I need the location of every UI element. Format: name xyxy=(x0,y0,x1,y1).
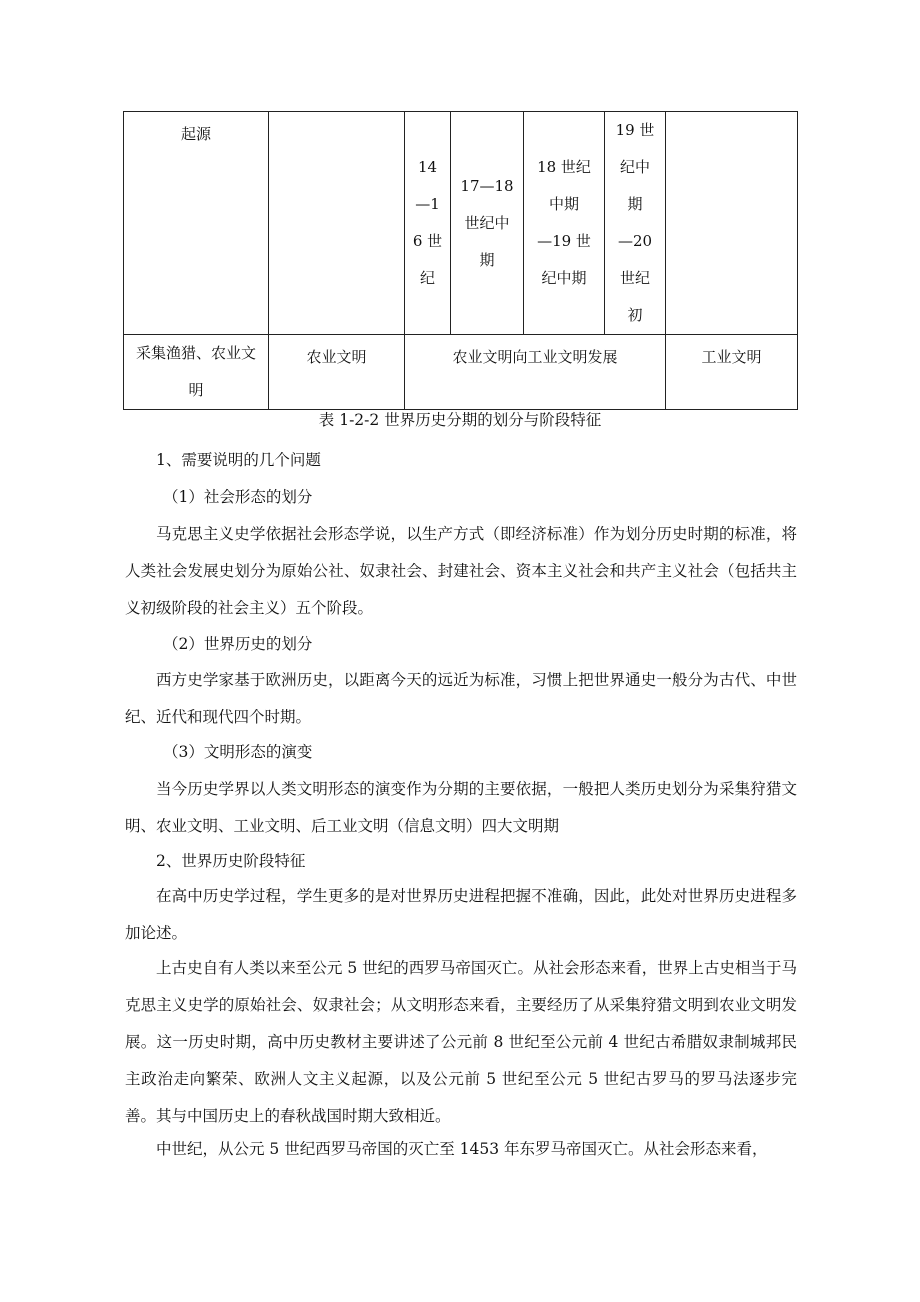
cell-empty-2 xyxy=(666,112,798,335)
paragraph: 马克思主义史学依据社会形态学说，以生产方式（即经济标准）作为划分历史时期的标准，将人类社会发展史划分为原始公社、奴隶社会、封建社会、资本主义社会和共产主义社会（包括共主义初级阶段的社会主义）五个阶段。 xyxy=(125,525,797,617)
paragraph: 中世纪，从公元 5 世纪西罗马帝国的灭亡至 1453 年东罗马帝国灭亡。从社会形态来看， xyxy=(156,1140,768,1158)
section-heading: 2、世界历史阶段特征 xyxy=(156,852,306,870)
section-heading: 1、需要说明的几个问题 xyxy=(156,451,321,469)
cell-transition: 农业文明向工业文明发展 xyxy=(405,335,666,410)
cell-18-19c: 18 世纪 中期 —19 世 纪中期 xyxy=(524,112,605,335)
paragraph: 上古史自有人类以来至公元 5 世纪的西罗马帝国灭亡。从社会形态来看，世界上古史相当于马克思主义史学的原始社会、奴隶社会；从文明形态来看，主要经历了从采集狩猎文明到农业文明发展。这一历史时期，高中历史教材主要讲述了公元前 8 世纪至公元前 4 世纪古希腊奴隶制城邦民主政治走向繁荣、欧洲人文主义起源，以及公元前 5 世纪至公元 5 世纪古罗马的罗马法逐步完善。其与中国历史上的春秋战国时期大致相近。 xyxy=(125,959,797,1125)
cell-17-18c: 17—18 世纪中 期 xyxy=(451,112,524,335)
table-row xyxy=(124,112,798,335)
paragraph: 在高中历史学过程，学生更多的是对世界历史进程把握不准确，因此，此处对世界历史进程多加论述。 xyxy=(125,887,797,942)
cell-empty xyxy=(269,112,405,335)
subsection-heading: （2）世界历史的划分 xyxy=(163,635,313,653)
history-period-table xyxy=(123,111,798,410)
paragraph: 西方史学家基于欧洲历史，以距离今天的远近为标准，习惯上把世界通史一般分为古代、中世纪、近代和现代四个时期。 xyxy=(125,671,797,726)
table-caption: 表 1-2-2 世界历史分期的划分与阶段特征 xyxy=(318,411,602,429)
table-row xyxy=(124,335,798,410)
cell-agri: 农业文明 xyxy=(269,335,405,410)
cell-industrial: 工业文明 xyxy=(666,335,798,410)
subsection-heading: （3）文明形态的演变 xyxy=(163,743,313,761)
cell-hunting-agri: 采集渔猎、农业文 明 xyxy=(124,335,269,410)
cell-14-16c: 14 —1 6 世 纪 xyxy=(405,112,451,335)
cell-origin: 起源 xyxy=(124,112,269,335)
paragraph: 当今历史学界以人类文明形态的演变作为分期的主要依据，一般把人类历史划分为采集狩猎文明、农业文明、工业文明、后工业文明（信息文明）四大文明期 xyxy=(125,780,797,835)
cell-19-20c: 19 世 纪中 期 —20 世纪 初 xyxy=(605,112,666,335)
subsection-heading: （1）社会形态的划分 xyxy=(163,488,313,506)
